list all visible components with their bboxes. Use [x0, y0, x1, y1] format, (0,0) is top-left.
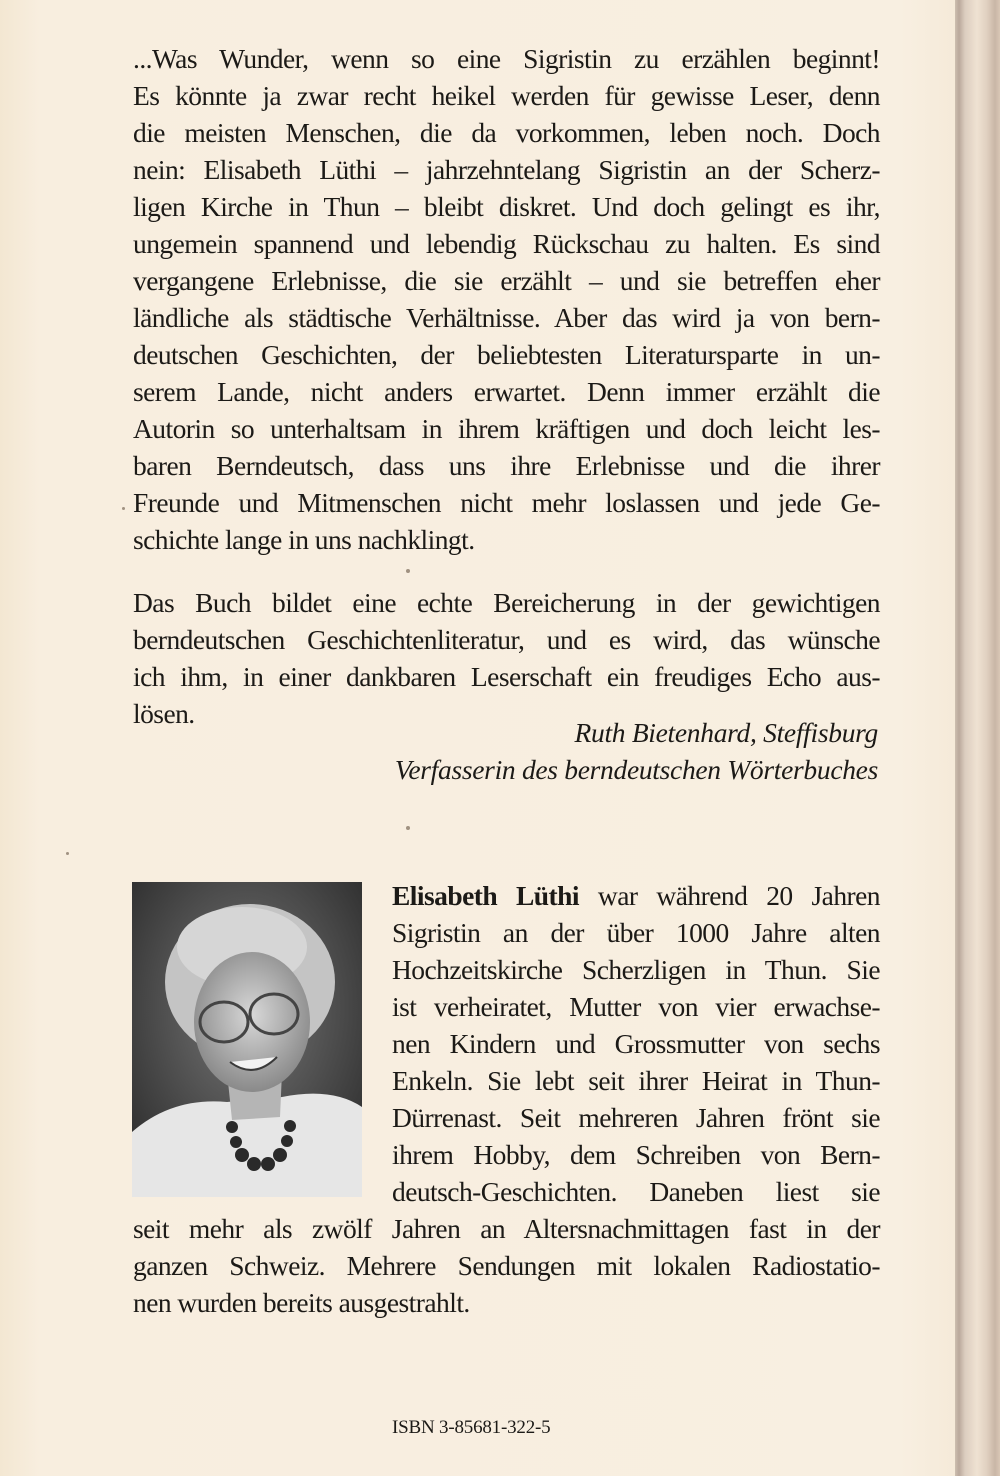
bio-line: nen Kindern und Grossmutter von sechs: [392, 1028, 880, 1059]
text-line: die meisten Menschen, die da vorkommen, leben noch. Doch: [133, 117, 880, 148]
bio-line: Sigristin an der über 1000 Jahre alten: [392, 917, 880, 948]
paper-speck: [122, 507, 125, 510]
bio-line: deutsch-Geschichten. Daneben liest sie: [392, 1176, 880, 1207]
bio-line: Hochzeitskirche Scherzligen in Thun. Sie: [392, 954, 880, 985]
text-line: deutschen Geschichten, der beliebtesten Literatursparte in un-: [133, 339, 880, 370]
isbn: ISBN 3-85681-322-5: [392, 1417, 551, 1438]
bio-line: [392, 877, 880, 914]
bio-line: seit mehr als zwölf Jahren an Altersnachmittagen fast in der: [133, 1213, 880, 1244]
bio-line: ganzen Schweiz. Mehrere Sendungen mit lokalen Radiostatio-: [133, 1250, 880, 1281]
text-line: lösen.: [133, 698, 195, 729]
text-line: serem Lande, nicht anders erwartet. Denn immer erzählt die: [133, 376, 880, 407]
bio-line: ist verheiratet, Mutter von vier erwachse-: [392, 991, 880, 1022]
text-line: schichte lange in uns nachklingt.: [133, 524, 475, 555]
author-name: Elisabeth Lüthi: [392, 880, 579, 911]
bio-line: Enkeln. Sie lebt seit ihrer Heirat in Thun-: [392, 1065, 880, 1096]
text-line: ich ihm, in einer dankbaren Leserschaft ein freudiges Echo aus-: [133, 661, 880, 692]
paper-speck: [406, 569, 410, 573]
author-portrait-illustration: [132, 882, 362, 1197]
bio-line: nen wurden bereits ausgestrahlt.: [133, 1287, 470, 1318]
text-line: ungemein spannend und lebendig Rückschau zu halten. Es sind: [133, 228, 880, 259]
attribution-role: Verfasserin des berndeutschen Wörterbuches: [394, 754, 878, 785]
paper-speck: [406, 826, 410, 830]
text-line: Das Buch bildet eine echte Bereicherung in der gewichtigen: [133, 587, 880, 618]
text-line: Autorin so unterhaltsam in ihrem kräftigen und doch leicht les-: [133, 413, 880, 444]
text-line: vergangene Erlebnisse, die sie erzählt – und sie betreffen eher: [133, 265, 880, 296]
bio-line: ihrem Hobby, dem Schreiben von Bern-: [392, 1139, 880, 1170]
book-spine-edge: [955, 0, 1000, 1476]
bio-first-line-text: war während 20 Jahren: [579, 880, 880, 911]
text-line: ...Was Wunder, wenn so eine Sigristin zu erzählen beginnt!: [133, 43, 880, 74]
author-photo: [132, 882, 362, 1197]
text-line: ländliche als städtische Verhältnisse. Aber das wird ja von bern-: [133, 302, 880, 333]
text-line: berndeutschen Geschichtenliteratur, und es wird, das wünsche: [133, 624, 880, 655]
text-line: ligen Kirche in Thun – bleibt diskret. Und doch gelingt es ihr,: [133, 191, 880, 222]
text-line: Freunde und Mitmenschen nicht mehr loslassen und jede Ge-: [133, 487, 880, 518]
text-line: Es könnte ja zwar recht heikel werden für gewisse Leser, denn: [133, 80, 880, 111]
text-line: nein: Elisabeth Lüthi – jahrzehntelang Sigristin an der Scherz-: [133, 154, 880, 185]
attribution-name: Ruth Bietenhard, Steffisburg: [574, 717, 878, 748]
text-line: baren Berndeutsch, dass uns ihre Erlebnisse und die ihrer: [133, 450, 880, 481]
bio-line: Dürrenast. Seit mehreren Jahren frönt sie: [392, 1102, 880, 1133]
paper-speck: [66, 852, 69, 855]
